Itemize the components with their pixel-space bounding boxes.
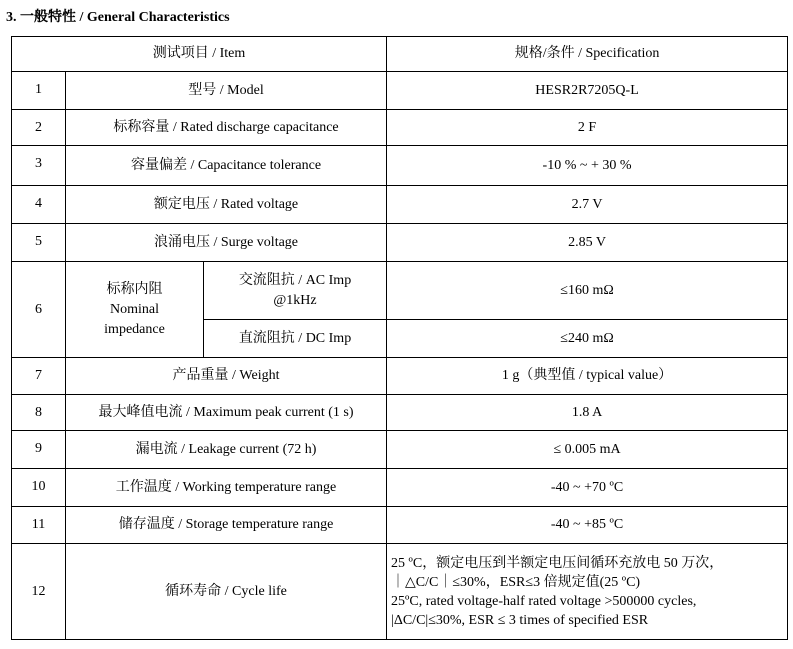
row-item: 漏电流 / Leakage current (72 h): [66, 431, 387, 469]
table-row: [12, 395, 788, 431]
row-spec-ac: ≤160 mΩ: [387, 262, 788, 320]
row-number: 12: [12, 544, 66, 640]
table-row: [12, 110, 788, 146]
table-row: [12, 186, 788, 224]
row-item: 最大峰值电流 / Maximum peak current (1 s): [66, 395, 387, 431]
row-item: 标称容量 / Rated discharge capacitance: [66, 110, 387, 146]
row-item: 额定电压 / Rated voltage: [66, 186, 387, 224]
row-item: 工作温度 / Working temperature range: [66, 469, 387, 507]
row-spec: 2.85 V: [387, 224, 788, 262]
row-number: 8: [12, 395, 66, 431]
header-item: 测试项目 / Item: [12, 37, 387, 72]
row-item: 容量偏差 / Capacitance tolerance: [66, 146, 387, 186]
row-item: 循环寿命 / Cycle life: [66, 544, 387, 640]
cycle-life-line-1: 25 ºC，额定电压到半额定电压间循环充放电 50 万次，: [391, 555, 724, 571]
row-spec: 2 F: [387, 110, 788, 146]
row-spec-dc: ≤240 mΩ: [387, 320, 788, 358]
row-number: 2: [12, 110, 66, 146]
table-row: [12, 507, 788, 544]
header-row: [12, 37, 788, 72]
row-number: 1: [12, 72, 66, 110]
sub-item-ac-imp: [204, 262, 387, 320]
row-spec: -40 ~ +85 ºC: [387, 507, 788, 544]
row-spec: -10 % ~ + 30 %: [387, 146, 788, 186]
general-characteristics-table: [11, 36, 788, 640]
header-specification: 规格/条件 / Specification: [387, 37, 788, 72]
cycle-life-line-2: ｜△C/C｜≤30%，ESR≤3 倍规定值(25 ºC): [391, 574, 641, 590]
row-item: 型号 / Model: [66, 72, 387, 110]
row-number: 10: [12, 469, 66, 507]
row-spec: -40 ~ +70 ºC: [387, 469, 788, 507]
sub-item-ac-line1: 交流阻抗 / AC Imp: [238, 272, 352, 288]
row-number: 6: [12, 262, 66, 358]
table-row: [12, 469, 788, 507]
table-row-impedance-ac: [12, 262, 788, 320]
row-number: 4: [12, 186, 66, 224]
section-title: 3. 一般特性 / General Characteristics: [6, 10, 230, 25]
row-number: 9: [12, 431, 66, 469]
table-row: [12, 72, 788, 110]
sub-item-ac-line2: @1kHz: [273, 292, 317, 308]
cycle-life-line-4: |ΔC/C|≤30%, ESR ≤ 3 times of specified ESR: [391, 612, 649, 628]
row-item: 浪涌电压 / Surge voltage: [66, 224, 387, 262]
row-item: 产品重量 / Weight: [66, 358, 387, 395]
row-spec-cycle-life: [387, 544, 788, 640]
table-row: [12, 358, 788, 395]
item-cn: 标称内阻: [106, 281, 163, 297]
table-row: [12, 224, 788, 262]
row-item: 储存温度 / Storage temperature range: [66, 507, 387, 544]
row-item-nominal-impedance: [66, 262, 204, 358]
row-spec: ≤ 0.005 mA: [387, 431, 788, 469]
table-row-cycle-life: [12, 544, 788, 640]
item-en-1: Nominal: [110, 301, 159, 317]
row-spec: 1 g（典型值 / typical value）: [387, 358, 788, 395]
row-spec: 2.7 V: [387, 186, 788, 224]
row-number: 11: [12, 507, 66, 544]
item-en-2: impedance: [104, 321, 165, 337]
cycle-life-line-3: 25ºC, rated voltage-half rated voltage >500000 cycles,: [391, 593, 697, 609]
sub-item-dc-imp: 直流阻抗 / DC Imp: [204, 320, 387, 358]
row-number: 7: [12, 358, 66, 395]
row-number: 5: [12, 224, 66, 262]
row-spec: 1.8 A: [387, 395, 788, 431]
row-number: 3: [12, 146, 66, 186]
table-row: [12, 146, 788, 186]
table-row: [12, 431, 788, 469]
row-spec: HESR2R7205Q-L: [387, 72, 788, 110]
